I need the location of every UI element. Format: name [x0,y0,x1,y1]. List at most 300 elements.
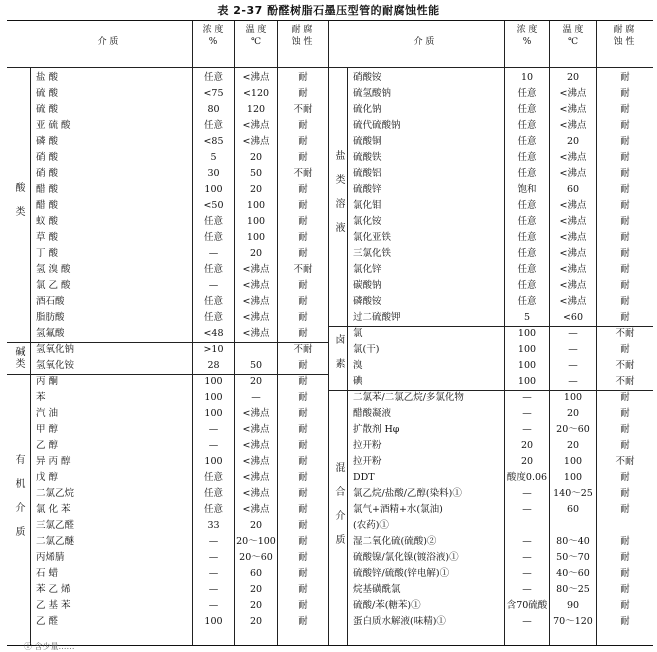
left-cell-concentration: 100 [204,184,223,195]
right-cell-medium: 碘 [353,376,363,387]
right-cell-resistance: 耐 [620,136,630,147]
right-cell-resistance: 耐 [620,616,630,627]
left-cell-resistance: 耐 [298,184,308,195]
right-cell-resistance: 耐 [620,408,630,419]
left-cell-temperature [235,342,277,358]
right-cell-medium: 氯 [353,328,363,339]
right-cell-temperature: <沸点 [559,104,587,115]
right-cell-resistance: 耐 [620,312,630,323]
right-cell-resistance: 不耐 [615,456,635,467]
right-cell-resistance: 耐 [620,440,630,451]
right-cell-resistance: 耐 [620,600,630,611]
right-cell-concentration: 任意 [517,264,537,275]
left-cell-resistance: 耐 [298,216,308,227]
right-cell-resistance: 耐 [620,584,630,595]
left-cell-concentration: 任意 [203,216,223,227]
left-cell-concentration: 任意 [203,472,223,483]
left-cell-medium: 氯 乙 酸 [36,280,71,291]
left-cell-resistance: 不耐 [293,264,313,275]
right-category-text: 混合介质 [333,462,344,558]
left-category-text: 有机介质 [13,454,24,550]
left-cell-concentration: 任意 [203,488,223,499]
right-cell-concentration: 100 [517,328,537,339]
right-header-temperature-label: 温 度 [562,25,584,35]
right-cell-resistance: 耐 [620,472,630,483]
left-cell-medium: 丁 酸 [36,248,59,259]
right-cell-resistance: 不耐 [615,376,635,387]
right-category-divider [347,67,348,645]
left-cell-temperature: <沸点 [242,264,270,275]
left-cell-temperature: 60 [249,568,263,579]
left-cell-medium: 硝 酸 [36,152,59,163]
left-cell-medium: 盐 酸 [36,72,59,83]
right-cell-concentration: — [522,568,532,579]
left-cell-concentration: 任意 [203,264,223,275]
left-cell-resistance: 不耐 [293,344,313,355]
left-cell-medium: 硫 酸 [36,104,59,115]
left-cell-resistance: 耐 [298,408,308,419]
left-cell-concentration: 任意 [203,312,223,323]
left-cell-medium: 硝 酸 [36,168,59,179]
right-cell-medium: 扩散剂 Hφ [353,424,400,435]
right-cell-medium: 氯(干) [353,344,380,355]
right-cell-resistance: 耐 [620,488,630,499]
left-cell-resistance: 耐 [298,72,308,83]
left-cell-temperature: <沸点 [242,328,270,339]
left-cell-resistance: 耐 [298,200,308,211]
right-cell-concentration: 100 [517,360,537,371]
right-cell-concentration: — [522,504,532,515]
left-cell-resistance: 耐 [298,472,308,483]
right-cell-resistance: 耐 [620,104,630,115]
left-cell-concentration: — [208,536,219,547]
left-cell-concentration: <48 [203,328,224,339]
right-cell-concentration: — [522,488,532,499]
right-cell-concentration: 饱和 [517,184,537,195]
left-cell-temperature: <沸点 [242,488,270,499]
left-cell-concentration: — [208,584,219,595]
right-cell-temperature: <沸点 [559,152,587,163]
left-header-concentration [193,24,233,48]
right-cell-medium: 拉开粉 [353,456,382,467]
right-cell-resistance: 耐 [620,568,630,579]
left-cell-resistance: 耐 [298,552,308,563]
left-cell-temperature: 20～100 [236,536,276,547]
right-cell-concentration: 任意 [517,104,537,115]
left-cell-resistance: 耐 [298,280,308,291]
right-cell-temperature: <沸点 [559,88,587,99]
right-cell-temperature: <沸点 [559,296,587,307]
left-cell-medium: 氢 溴 酸 [36,264,71,275]
right-header-temperature-unit: ℃ [567,37,579,47]
left-cell-resistance: 耐 [298,536,308,547]
right-cell-medium: 氯气+酒精+水(氯油) [353,504,443,515]
right-cell-medium: 氯乙烷/盐酸/乙醇(染料)① [353,488,462,499]
right-cell-medium: 硫酸锌 [353,184,382,195]
left-cell-temperature: <沸点 [242,280,270,291]
left-cell-temperature: <沸点 [242,408,270,419]
left-cell-temperature: 50 [249,360,263,371]
left-cell-temperature: 100 [246,216,266,227]
left-cell-resistance: 不耐 [293,168,313,179]
left-cell-medium: 乙 醛 [36,616,59,627]
right-cell-temperature: — [568,360,578,371]
left-cell-concentration: — [208,552,219,563]
right-cell-concentration: 任意 [517,296,537,307]
right-cell-concentration: 酸度0.06 [506,472,548,483]
left-cell-concentration: 任意 [203,232,223,243]
left-cell-medium: 氢氧化钠 [36,344,75,355]
left-cell-resistance: 耐 [298,328,308,339]
left-cell-medium: 丙 酮 [36,376,59,387]
right-cell-concentration: 任意 [517,232,537,243]
left-cell-medium: 磷 酸 [36,136,59,147]
right-cell-temperature: 20 [566,136,580,147]
right-cell-resistance: 耐 [620,536,630,547]
right-header-concentration [505,24,549,48]
right-cell-concentration: — [522,584,532,595]
right-cell-medium: 硫代硫酸钠 [353,120,401,131]
left-header-resistance [278,24,326,48]
right-cell-medium: 蛋白质水解液(味精)① [353,616,446,627]
right-cell-resistance: 耐 [620,424,630,435]
right-cell-medium: 硫酸镍/氯化镍(镀浴液)① [353,552,459,563]
left-cell-concentration: 30 [207,168,220,179]
left-header-concentration-unit: % [208,37,218,47]
left-cell-concentration: — [208,280,219,291]
left-cell-temperature: <沸点 [242,504,270,515]
right-cell-medium: 硫酸铝 [353,168,382,179]
right-cell-concentration: 100 [517,344,537,355]
right-header-resistance-line2: 蚀 性 [613,37,635,47]
left-cell-resistance: 耐 [298,504,308,515]
left-cell-temperature: <沸点 [242,424,270,435]
right-cell-temperature: <60 [562,312,584,323]
left-cell-medium: 草 酸 [36,232,59,243]
left-cell-concentration: <50 [203,200,224,211]
right-cell-temperature: 20～60 [556,424,590,435]
right-cell-medium: 二氯苯/二氯乙烷/多氯化物 [353,392,464,403]
right-cell-medium: 硝酸铵 [353,72,382,83]
left-category-text: 酸类 [13,182,24,230]
left-cell-concentration: <85 [203,136,224,147]
left-cell-concentration: 任意 [203,72,223,83]
left-cell-medium: 蚁 酸 [36,216,59,227]
left-category-divider [30,67,31,645]
right-cell-resistance: 耐 [620,392,630,403]
left-cell-resistance: 耐 [298,88,308,99]
right-cell-concentration: 任意 [517,136,537,147]
right-cell-temperature: 100 [563,472,583,483]
left-cell-medium: 氯 化 苯 [36,504,71,515]
right-cell-medium: 硫酸锌/硫酸(锌电解)① [353,568,450,579]
left-cell-temperature: <沸点 [242,72,270,83]
right-cell-concentration: 任意 [517,280,537,291]
right-cell-medium: 过二硫酸钾 [353,312,401,323]
right-cell-concentration: — [522,552,532,563]
left-cell-resistance: 耐 [298,568,308,579]
left-cell-medium: 硫 酸 [36,88,59,99]
right-cell-temperature: — [568,376,578,387]
left-cell-medium: 汽 油 [36,408,59,419]
right-cell-medium: 硫酸/苯(糖苯)① [353,600,421,611]
left-cell-temperature: 20 [249,376,263,387]
left-cell-resistance: 耐 [298,424,308,435]
right-cell-medium: 氯化钼 [353,200,382,211]
right-category-text: 卤素 [333,334,344,382]
left-cell-concentration: <75 [203,88,224,99]
header-bottom-rule [7,67,653,68]
left-cell-medium: 二氯乙烷 [36,488,75,499]
right-cell-concentration: 10 [520,72,534,83]
right-cell-medium: 拉开粉 [353,440,382,451]
right-cell-temperature: <沸点 [559,120,587,131]
left-header-resistance-line1: 耐 腐 [291,25,313,35]
right-category-text: 盐类溶液 [333,150,344,246]
center-divider [328,21,329,645]
left-cell-temperature: <沸点 [242,472,270,483]
footnote: ① 含少量…… [24,642,75,651]
left-cell-temperature: <沸点 [242,456,270,467]
right-cell-concentration: 任意 [517,216,537,227]
right-cell-concentration: 5 [523,312,531,323]
right-cell-medium: (农药)① [353,520,389,531]
left-cell-resistance: 耐 [298,392,308,403]
right-cell-concentration: 20 [520,456,534,467]
left-cell-concentration: — [208,600,219,611]
right-cell-medium: 硫酸铁 [353,152,382,163]
right-cell-temperature: 20 [566,72,580,83]
right-cell-resistance: 耐 [620,552,630,563]
left-cell-resistance: 耐 [298,120,308,131]
left-cell-medium: 醋 酸 [36,184,59,195]
right-cell-temperature: 70～120 [553,616,593,627]
right-cell-concentration: — [522,536,532,547]
right-header-temperature [550,24,596,48]
left-cell-temperature: <沸点 [242,312,270,323]
right-cell-concentration: 100 [517,376,537,387]
left-cell-resistance: 耐 [298,248,308,259]
left-cell-medium: 乙 基 苯 [36,600,71,611]
left-cell-medium: 乙 醇 [36,440,59,451]
left-cell-medium: 醋 酸 [36,200,59,211]
right-cell-medium: 磷酸铵 [353,296,382,307]
right-cell-concentration: — [522,392,532,403]
right-cell-temperature: <沸点 [559,248,587,259]
right-cell-resistance: 耐 [620,248,630,259]
right-cell-medium: 碳酸钠 [353,280,382,291]
left-cell-temperature: 20 [249,600,263,611]
right-cell-temperature: 80～25 [556,584,590,595]
left-cell-resistance: 耐 [298,584,308,595]
right-cell-temperature: <沸点 [559,280,587,291]
right-category-label [331,70,345,326]
left-cell-temperature: — [251,392,261,403]
right-cell-temperature: <沸点 [559,232,587,243]
right-cell-medium: 三氯化铁 [353,248,392,259]
left-cell-concentration: 5 [210,152,217,163]
right-header-concentration-unit: % [522,37,532,47]
left-header-concentration-label: 浓 度 [202,25,224,35]
left-cell-resistance: 耐 [298,136,308,147]
left-cell-concentration: 任意 [203,120,223,131]
left-cell-concentration: — [208,440,219,451]
left-cell-temperature: 20 [249,584,263,595]
right-cell-medium: DDT [353,472,375,483]
right-cell-medium: 硫化钠 [353,104,382,115]
left-cell-temperature: <沸点 [242,296,270,307]
left-cell-temperature: <沸点 [242,440,270,451]
right-cell-concentration: — [522,408,532,419]
left-cell-medium: 戊 醇 [36,472,59,483]
left-cell-temperature: 100 [246,200,266,211]
left-cell-medium: 石 蜡 [36,568,59,579]
left-cell-resistance: 耐 [298,600,308,611]
left-header-medium: 介 质 [97,37,119,47]
right-cell-temperature: 80～40 [556,536,590,547]
left-cell-medium: 三氯乙醛 [36,520,75,531]
left-cell-concentration: 100 [204,392,223,403]
left-category-label [8,70,28,342]
left-cell-concentration: 28 [207,360,220,371]
left-cell-temperature: 20 [249,184,263,195]
right-cell-concentration: 任意 [517,168,537,179]
right-cell-resistance: 耐 [620,504,630,515]
right-cell-medium: 硫氢酸钠 [353,88,392,99]
right-cell-medium: 氯化铵 [353,216,382,227]
left-cell-medium: 苯 [36,392,46,403]
left-cell-resistance: 不耐 [293,104,313,115]
left-cell-temperature: 20 [249,520,263,531]
left-cell-temperature: <120 [242,88,270,99]
right-cell-resistance: 耐 [620,344,630,355]
right-cell-resistance: 耐 [620,232,630,243]
left-cell-resistance: 耐 [298,232,308,243]
right-header-concentration-label: 浓 度 [516,25,538,35]
right-cell-resistance: 耐 [620,120,630,131]
right-cell-resistance: 耐 [620,168,630,179]
right-cell-concentration: 任意 [517,248,537,259]
right-header-medium: 介 质 [413,37,435,47]
right-cell-temperature: 20 [566,408,580,419]
right-cell-concentration [505,518,549,534]
right-cell-concentration: 任意 [517,152,537,163]
left-cell-medium: 氢氧化铵 [36,360,75,371]
right-cell-temperature: <沸点 [559,200,587,211]
left-cell-medium: 二氯乙醚 [36,536,75,547]
left-cell-resistance: 耐 [298,312,308,323]
right-cell-temperature: 40～60 [556,568,590,579]
left-cell-medium: 异 丙 醇 [36,456,71,467]
left-cell-medium: 氢氟酸 [36,328,65,339]
left-cell-concentration: — [208,424,219,435]
left-cell-temperature: 20 [249,248,263,259]
left-cell-resistance: 耐 [298,520,308,531]
right-cell-resistance: 耐 [620,280,630,291]
left-cell-temperature: 120 [246,104,266,115]
right-cell-temperature: 50～70 [556,552,590,563]
left-cell-concentration: 任意 [203,504,223,515]
left-cell-medium: 苯 乙 烯 [36,584,71,595]
left-cell-medium: 甲 醇 [36,424,59,435]
left-cell-concentration: 100 [204,408,223,419]
right-cell-medium: 硫酸铜 [353,136,382,147]
left-header-temperature [235,24,277,48]
left-cell-resistance: 耐 [298,376,308,387]
left-cell-concentration: 80 [207,104,220,115]
right-cell-resistance [597,518,653,534]
left-cell-medium: 脂肪酸 [36,312,65,323]
right-cell-medium: 溴 [353,360,363,371]
table-title: 表 2-37 酚醛树脂石墨压型管的耐腐蚀性能 [217,4,440,17]
left-header-temperature-label: 温 度 [245,25,267,35]
left-cell-concentration: 100 [204,616,223,627]
right-category-label [331,326,345,390]
right-cell-concentration: 含70硫酸 [506,600,548,611]
left-header-temperature-unit: ℃ [250,37,262,47]
right-cell-temperature: 140～25 [553,488,593,499]
left-header-resistance-line2: 蚀 性 [291,37,313,47]
left-cell-resistance: 耐 [298,152,308,163]
right-cell-resistance: 耐 [620,72,630,83]
left-cell-medium: 丙烯腈 [36,552,65,563]
right-cell-medium: 氯化锌 [353,264,382,275]
right-category-label [331,390,345,630]
left-cell-resistance: 耐 [298,616,308,627]
right-cell-temperature [550,518,596,534]
right-cell-medium: 湿二氧化硫(硫酸)② [353,536,437,547]
left-cell-concentration: 任意 [203,296,223,307]
right-cell-resistance: 耐 [620,88,630,99]
right-cell-temperature: — [568,328,578,339]
right-cell-concentration: 任意 [517,88,537,99]
right-cell-concentration: 任意 [517,200,537,211]
right-cell-concentration: — [522,616,532,627]
left-cell-medium: 酒石酸 [36,296,65,307]
left-category-text: 碱类 [13,346,24,370]
right-cell-temperature: 100 [563,392,583,403]
left-category-label [8,342,28,374]
right-cell-concentration: 任意 [517,120,537,131]
left-cell-concentration: — [208,248,219,259]
left-cell-temperature: <沸点 [242,136,270,147]
right-cell-resistance: 耐 [620,184,630,195]
left-category-label [8,374,28,630]
left-cell-concentration: >10 [203,344,224,355]
right-cell-resistance: 耐 [620,200,630,211]
left-cell-concentration: 33 [207,520,220,531]
right-cell-temperature: 60 [566,504,580,515]
left-cell-medium: 亚 硫 酸 [36,120,71,131]
right-cell-temperature: 20 [566,440,580,451]
left-cell-temperature: 20～60 [239,552,273,563]
right-cell-temperature: <沸点 [559,264,587,275]
left-cell-concentration: 100 [204,456,223,467]
left-cell-resistance: 耐 [298,488,308,499]
right-cell-temperature: — [568,344,578,355]
left-cell-resistance: 耐 [298,360,308,371]
left-cell-resistance: 耐 [298,296,308,307]
right-header-resistance-line1: 耐 腐 [613,25,635,35]
right-cell-resistance: 不耐 [615,360,635,371]
left-cell-temperature: 100 [246,232,266,243]
right-header-resistance [597,24,651,48]
left-cell-resistance: 耐 [298,456,308,467]
left-cell-resistance: 耐 [298,440,308,451]
right-cell-resistance: 耐 [620,264,630,275]
right-cell-resistance: 不耐 [615,328,635,339]
right-cell-concentration: — [522,424,532,435]
